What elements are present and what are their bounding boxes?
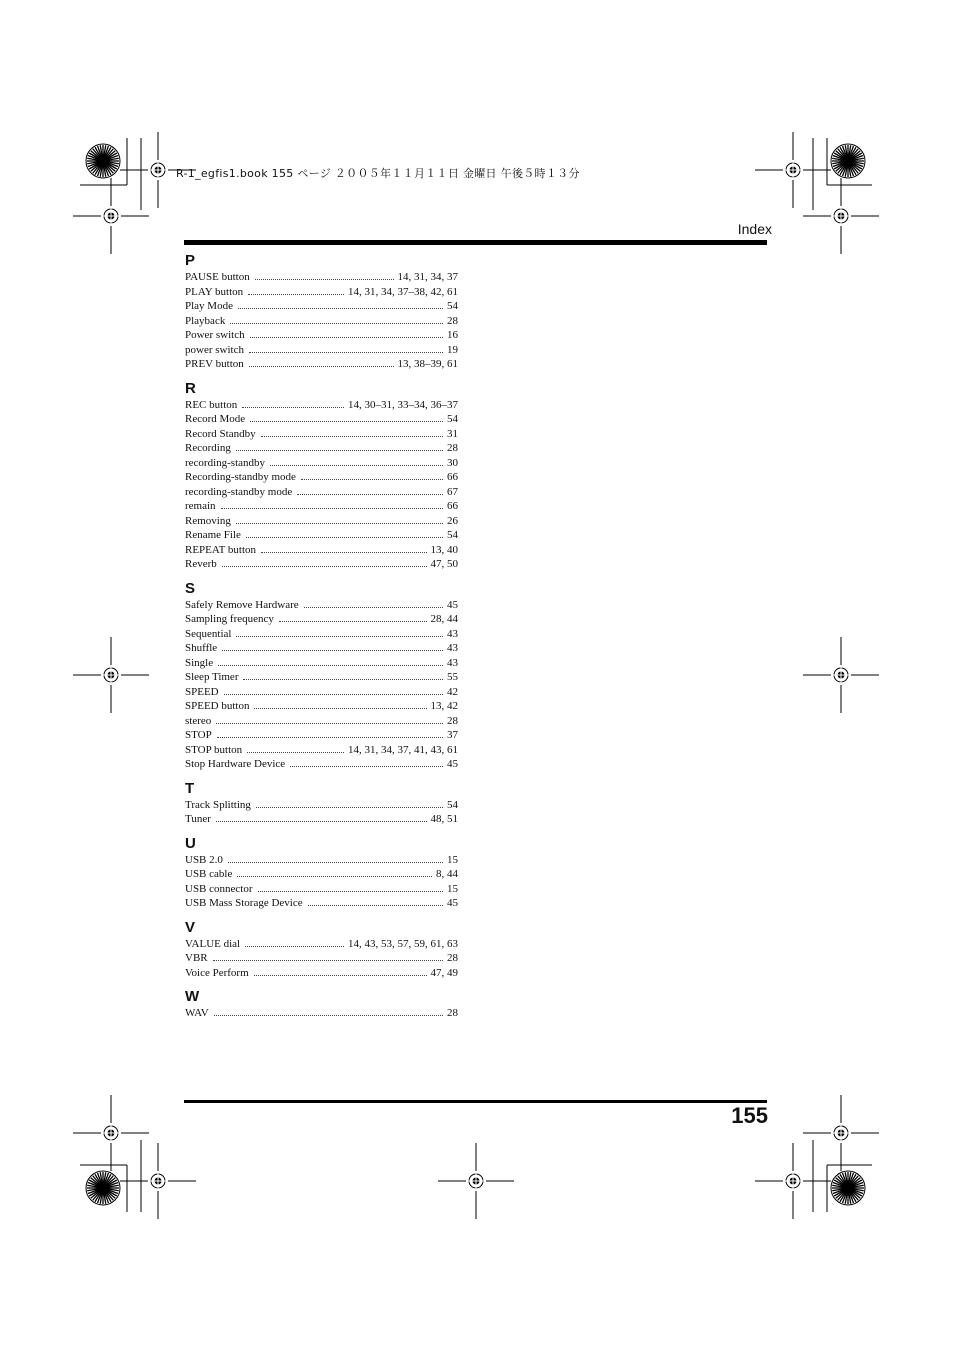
index-entry — [185, 867, 458, 882]
index-entry — [185, 543, 458, 558]
leader-dots — [261, 436, 443, 437]
index-term: power switch — [185, 343, 244, 356]
index-pages: 66 — [447, 471, 458, 483]
index-term: Recording-standby mode — [185, 471, 296, 483]
index-entry — [185, 1006, 458, 1021]
index-entry — [185, 656, 458, 671]
registration-sunburst-icon — [86, 144, 120, 178]
leader-dots — [228, 862, 443, 863]
index-pages: 54 — [447, 300, 458, 312]
index-entry — [185, 499, 458, 514]
index-term: SPEED button — [185, 700, 250, 712]
index-term: Single — [185, 656, 214, 669]
index-pages: 45 — [447, 758, 458, 770]
leader-dots — [270, 465, 443, 466]
index-entry — [185, 328, 458, 343]
leader-dots — [279, 621, 427, 622]
leader-dots — [256, 807, 443, 808]
index-entry — [185, 398, 458, 413]
index-entry — [185, 882, 458, 897]
index-term: Recording — [185, 442, 231, 454]
registration-target-icon — [831, 1123, 851, 1143]
index-pages: 16 — [447, 329, 458, 341]
index-term: PAUSE button — [185, 271, 250, 283]
index-pages: 48, 51 — [430, 813, 458, 825]
index-pages: 37 — [447, 729, 458, 741]
running-head: Index — [737, 221, 772, 237]
leader-dots — [290, 766, 443, 767]
registration-target-icon — [101, 665, 121, 685]
leader-dots — [250, 421, 443, 422]
leader-dots — [261, 552, 426, 553]
index-entry — [185, 627, 458, 642]
index-term: Stop Hardware Device — [185, 758, 286, 770]
registration-target-icon — [831, 665, 851, 685]
index-term: Rename File — [185, 529, 241, 541]
registration-target-icon — [783, 1171, 803, 1191]
leader-dots — [214, 1015, 443, 1016]
index-pages: 43 — [447, 656, 458, 669]
index-term: remain — [185, 500, 216, 512]
index-entry — [185, 357, 458, 372]
leader-dots — [301, 479, 443, 480]
index-entry — [185, 427, 458, 442]
registration-target-icon — [466, 1171, 486, 1191]
leader-dots — [243, 679, 443, 680]
index-entry — [185, 485, 458, 500]
leader-dots — [222, 650, 443, 651]
index-section-s — [185, 580, 458, 772]
index-term: STOP — [185, 729, 212, 741]
index-term: Sequential — [185, 627, 232, 640]
index-pages: 54 — [447, 798, 458, 811]
index-term: USB cable — [185, 868, 233, 880]
index-term: Reverb — [185, 558, 217, 570]
index-pages: 13, 38–39, 61 — [397, 358, 458, 370]
section-letter: P — [185, 252, 196, 269]
leader-dots — [255, 279, 394, 280]
index-term: Shuffle — [185, 642, 218, 654]
index-entry — [185, 951, 458, 966]
index-entry — [185, 670, 458, 685]
index-entry — [185, 685, 458, 700]
index-term: recording-standby mode — [185, 485, 293, 498]
index-pages: 26 — [447, 514, 458, 527]
index-term: USB 2.0 — [185, 853, 223, 866]
index-pages: 14, 31, 34, 37–38, 42, 61 — [348, 285, 458, 298]
leader-dots — [238, 308, 443, 309]
index-term: PREV button — [185, 358, 244, 370]
index-term: USB Mass Storage Device — [185, 897, 303, 909]
index-term: VALUE dial — [185, 937, 241, 950]
index-term: Safely Remove Hardware — [185, 598, 299, 611]
registration-target-icon — [831, 206, 851, 226]
leader-dots — [216, 723, 443, 724]
index-entry — [185, 641, 458, 656]
index-term: Track Splitting — [185, 798, 251, 811]
leader-dots — [237, 876, 432, 877]
index-pages: 45 — [447, 897, 458, 909]
index-entry — [185, 456, 458, 471]
index-term: Record Standby — [185, 427, 256, 440]
leader-dots — [236, 450, 443, 451]
index-term: Power switch — [185, 329, 245, 341]
index-entry — [185, 896, 458, 911]
leader-dots — [222, 566, 427, 567]
registration-target-icon — [101, 1123, 121, 1143]
leader-dots — [254, 975, 427, 976]
section-letter: U — [185, 834, 196, 852]
leader-dots — [218, 665, 443, 666]
leader-dots — [297, 494, 443, 495]
leader-dots — [230, 323, 443, 324]
index-pages: 54 — [447, 529, 458, 541]
index-entry — [185, 937, 458, 952]
index-term: WAV — [185, 1007, 209, 1019]
leader-dots — [246, 537, 443, 538]
index-pages: 28 — [447, 952, 458, 964]
index-pages: 28 — [447, 1007, 458, 1019]
index-section-p — [185, 252, 458, 372]
section-letter: W — [185, 988, 200, 1005]
index-pages: 43 — [447, 642, 458, 654]
section-letter: V — [185, 918, 196, 936]
index-term: PLAY button — [185, 285, 244, 298]
leader-dots — [236, 523, 443, 524]
index-pages: 42 — [447, 685, 458, 698]
index-entry — [185, 557, 458, 572]
leader-dots — [250, 337, 443, 338]
index-term: Removing — [185, 514, 231, 527]
index-term: Sampling frequency — [185, 613, 274, 625]
index-pages: 28 — [447, 714, 458, 727]
index-entry — [185, 966, 458, 981]
index-entry — [185, 314, 458, 329]
leader-dots — [249, 352, 443, 353]
index-entry — [185, 270, 458, 285]
index-term: USB connector — [185, 882, 253, 895]
index-term: recording-standby — [185, 456, 266, 469]
section-letter: S — [185, 579, 196, 597]
leader-dots — [224, 694, 443, 695]
index-pages: 30 — [447, 456, 458, 469]
index-section-t — [185, 780, 458, 827]
leader-dots — [213, 960, 443, 961]
index-entry — [185, 441, 458, 456]
registration-target-icon — [783, 160, 803, 180]
index-term: VBR — [185, 952, 208, 964]
index-pages: 67 — [447, 485, 458, 498]
section-letter: R — [185, 379, 196, 397]
index-pages: 28 — [447, 314, 458, 327]
index-section-v — [185, 919, 458, 981]
index-term: Playback — [185, 314, 226, 327]
registration-target-icon — [148, 160, 168, 180]
registration-sunburst-icon — [831, 1171, 865, 1205]
leader-dots — [248, 294, 344, 295]
index-list — [185, 252, 458, 1029]
index-pages: 31 — [447, 427, 458, 440]
index-pages: 47, 50 — [430, 558, 458, 570]
registration-sunburst-icon — [831, 144, 865, 178]
index-term: REPEAT button — [185, 543, 257, 556]
index-entry — [185, 714, 458, 729]
page-number: 155 — [731, 1103, 768, 1128]
index-term: stereo — [185, 714, 212, 727]
index-entry — [185, 853, 458, 868]
index-entry — [185, 528, 458, 543]
index-pages: 8, 44 — [436, 868, 458, 880]
index-term: Record Mode — [185, 413, 246, 425]
bottom-rule — [184, 1100, 767, 1103]
index-term: SPEED — [185, 685, 219, 698]
index-section-r — [185, 380, 458, 572]
index-term: STOP button — [185, 743, 243, 756]
index-pages: 28, 44 — [430, 613, 458, 625]
leader-dots — [217, 737, 443, 738]
index-term: Tuner — [185, 813, 211, 825]
index-pages: 54 — [447, 413, 458, 425]
index-entry — [185, 798, 458, 813]
index-section-u — [185, 835, 458, 911]
leader-dots — [249, 366, 394, 367]
index-pages: 45 — [447, 598, 458, 611]
index-entry — [185, 514, 458, 529]
index-pages: 47, 49 — [430, 966, 458, 979]
index-pages: 28 — [447, 442, 458, 454]
top-rule — [184, 240, 767, 245]
index-entry — [185, 728, 458, 743]
index-pages: 14, 43, 53, 57, 59, 61, 63 — [348, 937, 458, 950]
index-term: Play Mode — [185, 300, 233, 312]
leader-dots — [245, 946, 344, 947]
index-entry — [185, 757, 458, 772]
index-pages: 55 — [447, 671, 458, 683]
index-entry — [185, 612, 458, 627]
index-entry — [185, 699, 458, 714]
index-entry — [185, 812, 458, 827]
leader-dots — [254, 708, 426, 709]
index-pages: 14, 31, 34, 37 — [397, 271, 458, 283]
index-pages: 15 — [447, 853, 458, 866]
leader-dots — [247, 752, 344, 753]
index-pages: 13, 42 — [430, 700, 458, 712]
print-header-line: R-1_egfis1.book 155 ページ ２００５年１１月１１日 金曜日 午後５時１３分 — [176, 167, 580, 180]
index-entry — [185, 343, 458, 358]
index-entry — [185, 470, 458, 485]
registration-sunburst-icon — [86, 1171, 120, 1205]
index-entry — [185, 285, 458, 300]
index-pages: 15 — [447, 882, 458, 895]
index-term: Sleep Timer — [185, 671, 239, 683]
index-term: Voice Perform — [185, 966, 249, 979]
index-pages: 14, 30–31, 33–34, 36–37 — [348, 398, 458, 411]
index-entry — [185, 412, 458, 427]
leader-dots — [308, 905, 443, 906]
registration-target-icon — [148, 1171, 168, 1191]
index-entry — [185, 598, 458, 613]
leader-dots — [221, 508, 443, 509]
index-pages: 14, 31, 34, 37, 41, 43, 61 — [348, 743, 458, 756]
index-entry — [185, 743, 458, 758]
index-pages: 19 — [447, 343, 458, 356]
leader-dots — [304, 607, 443, 608]
leader-dots — [258, 891, 443, 892]
leader-dots — [242, 407, 344, 408]
section-letter: T — [185, 779, 195, 797]
index-section-w — [185, 988, 458, 1021]
index-pages: 13, 40 — [430, 543, 458, 556]
leader-dots — [216, 821, 427, 822]
index-term: REC button — [185, 398, 238, 411]
index-pages: 43 — [447, 627, 458, 640]
leader-dots — [236, 636, 443, 637]
registration-target-icon — [101, 206, 121, 226]
index-entry — [185, 299, 458, 314]
index-pages: 66 — [447, 500, 458, 512]
